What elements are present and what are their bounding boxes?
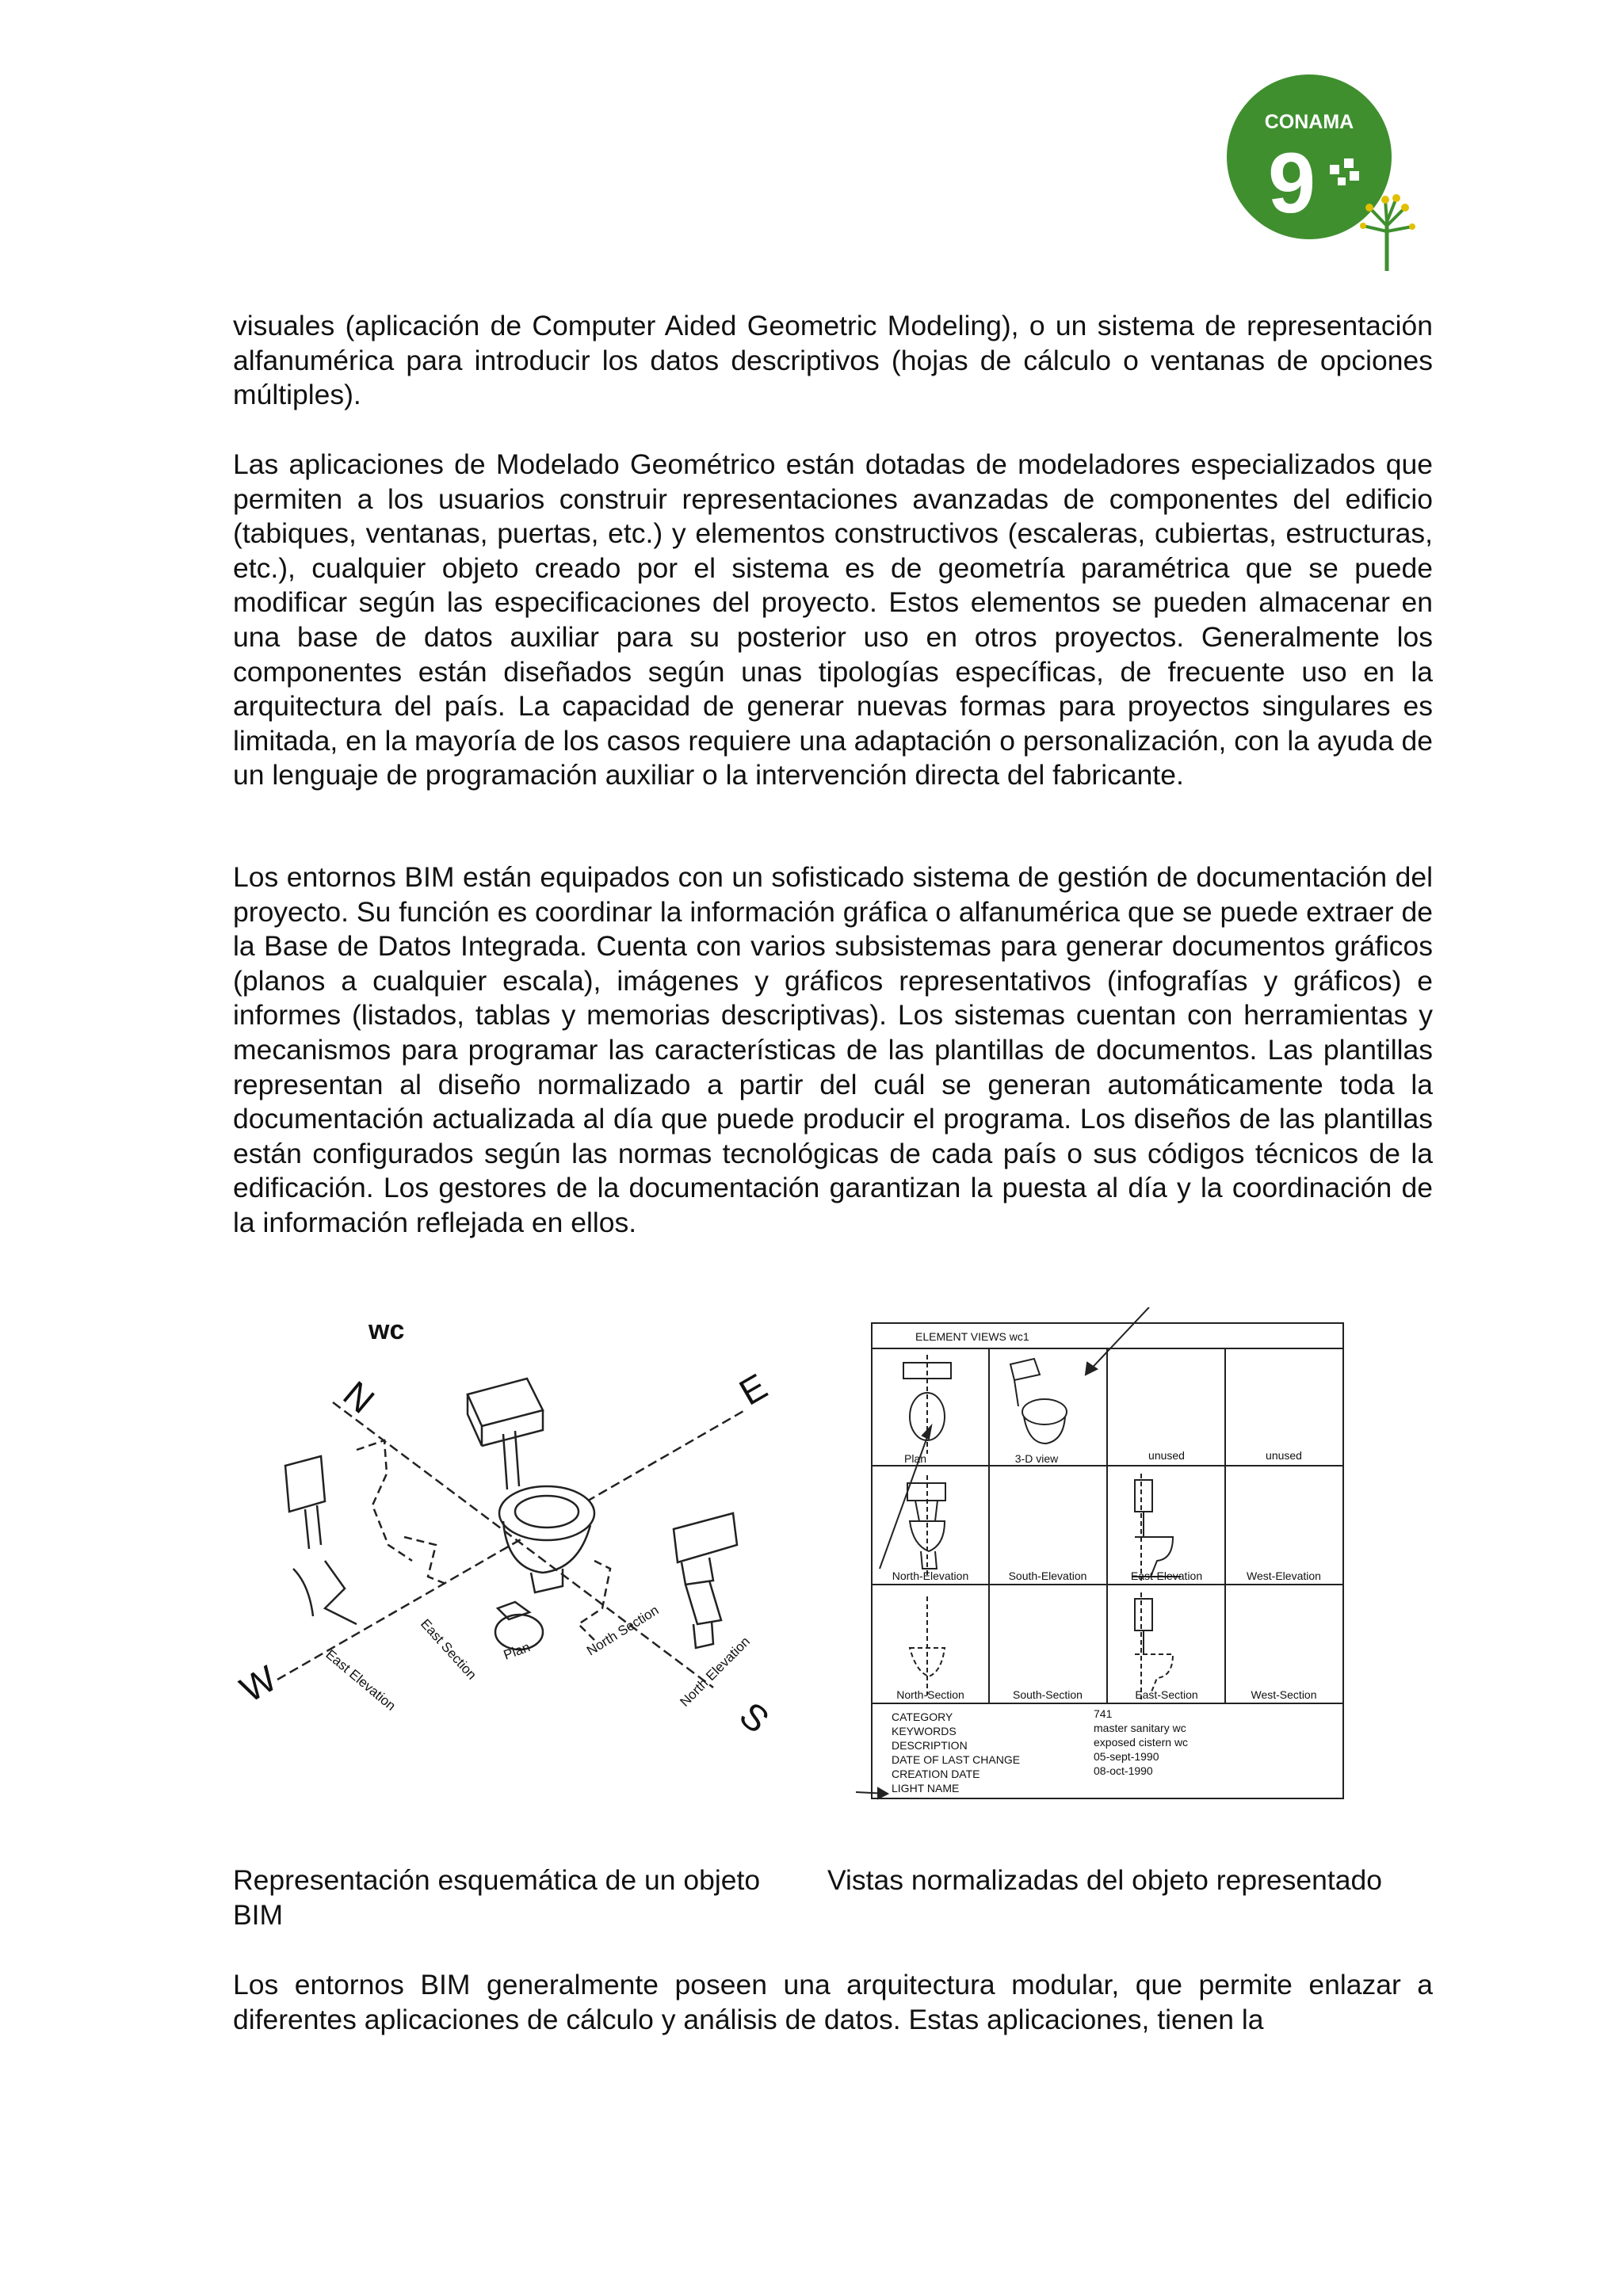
wc-title: wc	[369, 1315, 405, 1345]
paragraph-2: Las aplicaciones de Modelado Geométrico están dotadas de modeladores especializados que permiten a los usuarios construir representaciones avanzadas de componentes del edificio (tabiques, ventanas, puertas, etc.) y elementos constructivos (escaleras, cubiertas, estructuras, etc.), cualquier objeto creado por el sistema es de geometría paramétrica que se puede modificar según las especificaciones del proyecto. Estos elementos se pueden almacenar en una base de datos auxiliar para su posterior uso en otros proyectos. Generalmente los componentes están diseñados según unas tipologías específicas, de frecuente uso en la arquitectura del país. La capacidad de generar nuevas formas para proyectos singulares es limitada, en la mayoría de los casos requiere una adaptación o personalización, con la ayuda de un lenguaje de programación auxiliar o la intervención directa del fabricante.	[233, 448, 1433, 791]
label-north-section: North Section	[584, 1602, 662, 1659]
views-header: ELEMENT VIEWS wc1	[915, 1330, 1029, 1343]
paragraph-1: visuales (aplicación de Computer Aided Geometric Modeling), o un sistema de representación alfanumérica para introducir los datos descriptivos (hojas de cálculo o ventanas de opciones múltiples).	[233, 310, 1433, 411]
meta-value-date-last-change: 05-sept-1990	[1094, 1750, 1159, 1763]
element-views-figure	[856, 1307, 1363, 1822]
meta-label-creation-date: CREATION DATE	[892, 1768, 980, 1780]
label-plan: Plan	[501, 1639, 533, 1663]
meta-value-category: 741	[1094, 1707, 1113, 1720]
conama-logo	[1227, 63, 1433, 281]
logo-number: 9	[1267, 135, 1316, 231]
meta-label-description: DESCRIPTION	[892, 1739, 968, 1752]
cell-3d-view: 3-D view	[1014, 1452, 1059, 1465]
compass-e: E	[732, 1365, 774, 1413]
meta-value-creation-date: 08-oct-1990	[1094, 1764, 1153, 1777]
cell-north-elevation: North-Elevation	[892, 1569, 969, 1582]
cell-north-section: North-Section	[896, 1688, 964, 1701]
cell-west-section: West-Section	[1251, 1688, 1317, 1701]
caption-left: Representación esquemática de un objeto BIM	[233, 1864, 761, 1931]
compass-w: W	[233, 1657, 284, 1711]
caption-right: Vistas normalizadas del objeto representado	[827, 1864, 1382, 1896]
cell-east-section: East-Section	[1135, 1688, 1198, 1701]
cell-plan: Plan	[903, 1452, 927, 1465]
meta-value-description: exposed cistern wc	[1094, 1736, 1189, 1749]
cell-south-section: South-Section	[1013, 1688, 1083, 1701]
cell-south-elevation: South-Elevation	[1008, 1569, 1087, 1582]
cell-unused-2: unused	[1266, 1449, 1302, 1462]
cell-east-elevation: East-Elevation	[1130, 1569, 1203, 1582]
paragraph-4: Los entornos BIM generalmente poseen una arquitectura modular, que permite enlazar a diferentes aplicaciones de cálculo y análisis de datos. Estas aplicaciones, tienen la	[233, 1969, 1433, 2035]
meta-value-keywords: master sanitary wc	[1094, 1722, 1186, 1734]
cell-west-elevation: West-Elevation	[1247, 1569, 1321, 1582]
meta-label-keywords: KEYWORDS	[892, 1725, 957, 1737]
meta-label-category: CATEGORY	[892, 1711, 953, 1723]
wc-isometric-figure	[230, 1307, 816, 1751]
cell-unused-1: unused	[1148, 1449, 1185, 1462]
compass-s: S	[731, 1693, 777, 1741]
label-north-elevation: North Elevation	[677, 1634, 754, 1710]
compass-n: N	[335, 1372, 383, 1422]
label-east-elevation: East Elevation	[323, 1646, 399, 1714]
paragraph-3: Los entornos BIM están equipados con un sofisticado sistema de gestión de documentación del proyecto. Su función es coordinar la información gráfica o alfanumérica que se puede extraer de la Base de Datos Integrada. Cuenta con varios subsistemas para generar documentos gráficos (planos a cualquier escala), imágenes y gráficos representativos (infografías y gráficos) e informes (listados, tablas y memorias descriptivas). Los sistemas cuentan con herramientas y mecanismos para programar las características de las plantillas de documentos. Las plantillas representan al diseño normalizado a partir del cuál se generan automáticamente toda la documentación actualizada al día que puede producir el programa. Los diseños de las plantillas están configurados según las normas tecnológicas de cada país o sus códigos técnicos de la edificación. Los gestores de la documentación garantizan la puesta al día y la coordinación de la información reflejada en ellos.	[233, 861, 1433, 1238]
meta-label-date-last-change: DATE OF LAST CHANGE	[892, 1753, 1021, 1766]
label-east-section: East Section	[418, 1615, 480, 1683]
logo-text: CONAMA	[1264, 111, 1354, 133]
meta-label-light-name: LIGHT NAME	[892, 1782, 960, 1794]
